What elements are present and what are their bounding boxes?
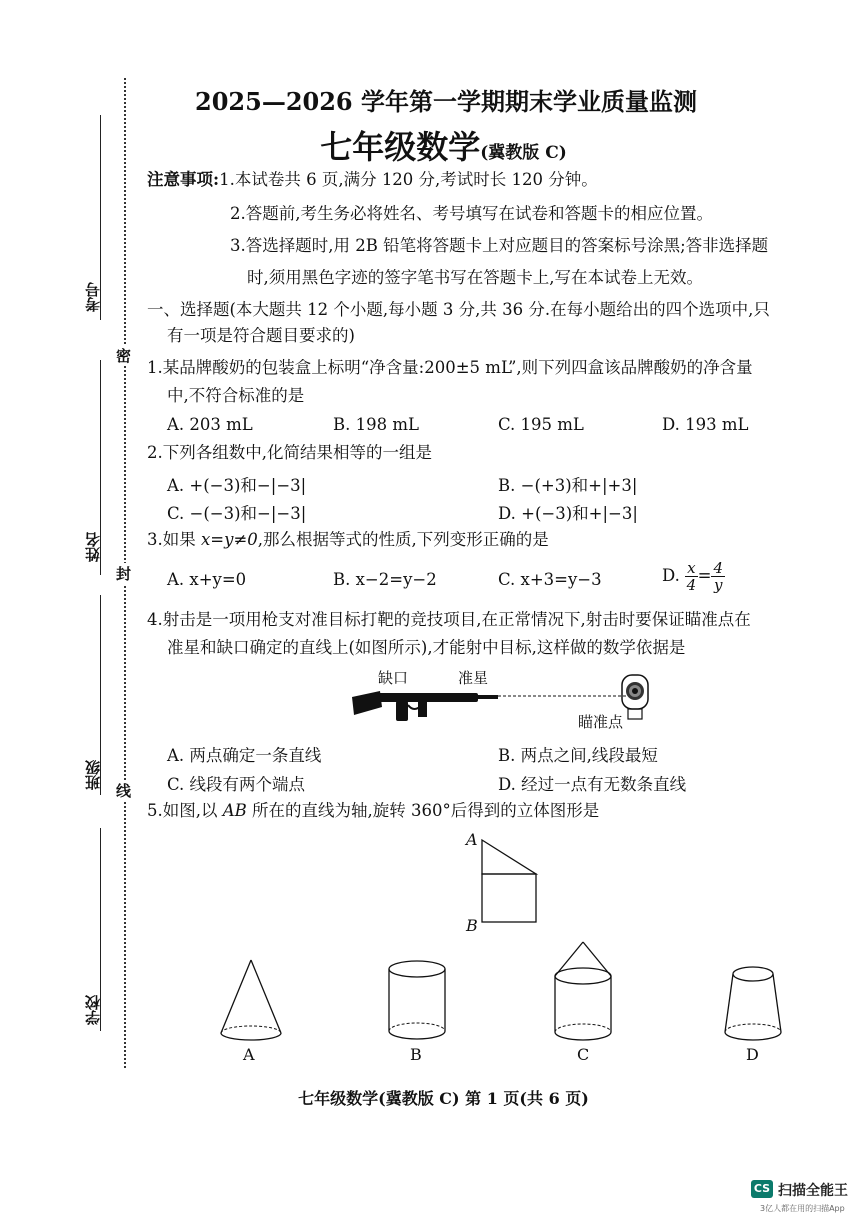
q1-stem-2: 中,不符合标准的是 — [167, 386, 305, 405]
note-3b: 时,须用黑色字迹的签字笔书写在答题卡上,写在本试卷上无效。 — [247, 268, 703, 287]
q5-solid-b — [382, 955, 452, 1045]
name-line — [100, 360, 101, 575]
note-3a: 3.答选择题时,用 2B 铅笔将答题卡上对应题目的答案标号涂黑;答非选择题 — [230, 236, 769, 255]
q4-figure — [350, 665, 660, 735]
school-label: 学校 — [84, 995, 102, 1025]
q4-option-b: B. 两点之间,线段最短 — [498, 746, 658, 765]
seal-char-2: 封 — [116, 565, 132, 583]
q3-frac2-denominator: y — [713, 576, 723, 594]
q5-solid-d — [718, 960, 788, 1046]
section-1-heading-cont: 有一项是符合题目要求的) — [167, 326, 355, 345]
q5-stem-math: AB — [222, 801, 247, 820]
q4-stem-2: 准星和缺口确定的直线上(如图所示),才能射中目标,这样做的数学依据是 — [167, 638, 686, 657]
q3-stem-pre: 3.如果 — [147, 530, 201, 549]
note-2: 2.答题前,考生务必将姓名、考号填写在试卷和答题卡的相应位置。 — [230, 204, 713, 223]
q3-equals: = — [697, 566, 712, 585]
exam-no-label: 考号 — [84, 282, 102, 312]
q3-stem-post: ,那么根据等式的性质,下列变形正确的是 — [257, 530, 549, 549]
seal-char-1: 密 — [116, 347, 132, 365]
q3-option-a: A. x+y=0 — [167, 570, 247, 589]
q1-option-a: A. 203 mL — [167, 415, 253, 434]
subject-name: 七年级数学 — [320, 128, 481, 166]
q3-frac2-numerator: 4 — [713, 559, 723, 577]
frustum-icon — [718, 960, 788, 1046]
q5-stem-post: 所在的直线为轴,旋转 360°后得到的立体图形是 — [246, 801, 600, 820]
q5-option-b-label: B — [410, 1045, 422, 1064]
q2-option-a: A. +(−3)和−|−3| — [167, 476, 307, 495]
q5-stem-pre: 5.如图,以 — [147, 801, 223, 820]
cylinder-icon — [382, 955, 452, 1045]
q2-option-c: C. −(−3)和−|−3| — [167, 504, 307, 523]
camscanner-logo-icon: CS — [751, 1180, 773, 1198]
point-a-label: A — [466, 830, 478, 849]
q5-solid-a — [215, 955, 287, 1045]
q3-option-d-label: D. — [662, 566, 680, 585]
q2-stem: 2.下列各组数中,化简结果相等的一组是 — [147, 443, 432, 462]
q4-option-c: C. 线段有两个端点 — [167, 775, 306, 794]
q3-fraction-2 — [711, 560, 725, 593]
page-footer: 七年级数学(冀教版 C) 第 1 页(共 6 页) — [298, 1089, 589, 1108]
label-aim-point: 瞄准点 — [578, 713, 624, 731]
q3-frac1-denominator: 4 — [686, 576, 697, 594]
label-notch: 缺口 — [378, 669, 409, 687]
school-line — [100, 828, 101, 1031]
q5-stem — [147, 801, 599, 821]
class-line — [100, 595, 101, 795]
q4-option-d: D. 经过一点有无数条直线 — [498, 775, 687, 794]
q3-fraction-1 — [685, 560, 697, 593]
q3-stem — [147, 530, 549, 550]
camscanner-slogan: 3亿人都在用的扫描App — [760, 1204, 845, 1213]
seal-char-3: 线 — [116, 782, 132, 800]
section-1-heading: 一、选择题(本大题共 12 个小题,每小题 3 分,共 36 分.在每小题给出的四个选项中,只 — [147, 300, 770, 319]
subject-title — [0, 122, 867, 168]
q5-option-c-label: C — [577, 1045, 590, 1064]
q5-main-figure — [460, 828, 540, 938]
q3-option-b: B. x−2=y−2 — [333, 570, 437, 589]
cone-icon — [215, 955, 287, 1045]
note-1: 1.本试卷共 6 页,满分 120 分,考试时长 120 分钟。 — [219, 170, 598, 189]
q3-frac1-numerator: x — [687, 559, 696, 577]
camscanner-name: 扫描全能王 — [778, 1183, 848, 1199]
exam-title: 2025—2026 学年第一学期期末学业质量监测 — [195, 87, 697, 116]
q1-option-c: C. 195 mL — [498, 415, 584, 434]
q4-stem-1: 4.射击是一项用枪支对准目标打靶的竞技项目,在正常情况下,射击时要保证瞄准点在 — [147, 610, 751, 629]
q5-option-a-label: A — [243, 1045, 255, 1064]
q3-option-c: C. x+3=y−3 — [498, 570, 602, 589]
point-b-label: B — [466, 916, 478, 935]
q1-stem-1: 1.某品牌酸奶的包装盒上标明“净含量:200±5 mL”,则下列四盒该品牌酸奶的净含量 — [147, 358, 753, 377]
cone-on-cylinder-icon — [548, 938, 618, 1046]
q5-solid-c — [548, 938, 618, 1046]
rifle-icon — [352, 691, 498, 721]
q2-option-b: B. −(+3)和+|+3| — [498, 476, 638, 495]
q1-option-b: B. 198 mL — [333, 415, 419, 434]
class-label: 班级 — [84, 760, 102, 790]
target-icon — [622, 675, 648, 719]
name-label: 姓名 — [84, 532, 102, 562]
q1-option-d: D. 193 mL — [662, 415, 749, 434]
label-front-sight: 准星 — [458, 669, 489, 687]
notes-line-1 — [147, 170, 598, 190]
q4-option-a: A. 两点确定一条直线 — [167, 746, 322, 765]
q2-option-d: D. +(−3)和+|−3| — [498, 504, 638, 523]
edition-label: (冀教版 C) — [480, 143, 567, 163]
q3-option-d — [662, 560, 725, 593]
q5-option-d-label: D — [746, 1045, 759, 1064]
q3-stem-math: x=y≠0 — [201, 530, 258, 549]
notes-label: 注意事项: — [147, 170, 220, 189]
